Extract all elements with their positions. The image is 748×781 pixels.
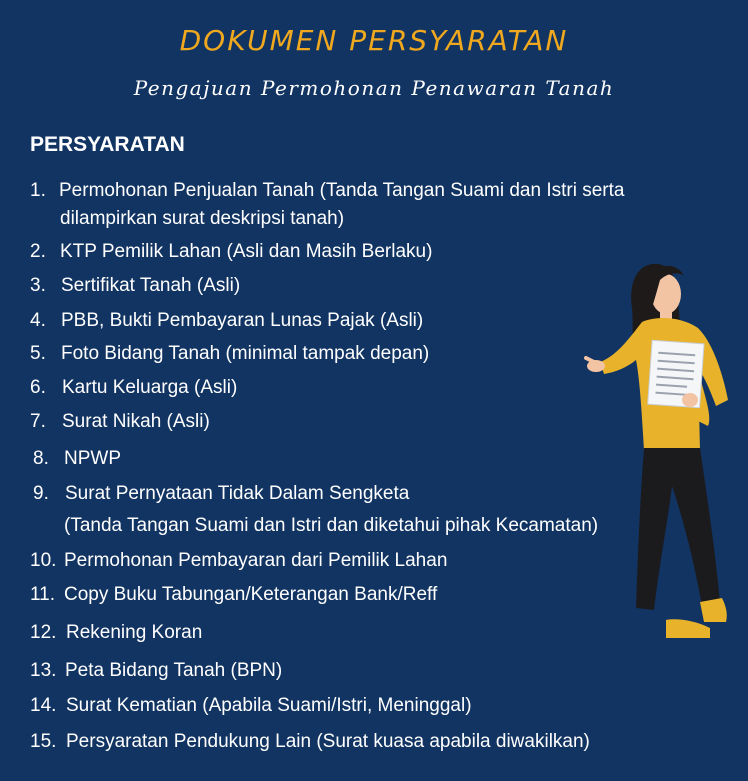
list-item bbox=[30, 375, 237, 401]
item-text: Peta Bidang Tanah (BPN) bbox=[65, 660, 283, 681]
item-number: 13. bbox=[30, 660, 57, 681]
item-text: PBB, Bukti Pembayaran Lunas Pajak (Asli) bbox=[61, 310, 424, 331]
item-number: 15. bbox=[30, 731, 57, 752]
item-text: Sertifikat Tanah (Asli) bbox=[61, 275, 241, 296]
item-number: 14. bbox=[30, 695, 57, 716]
item-number: 1. bbox=[30, 180, 46, 201]
list-item bbox=[30, 409, 210, 435]
item-text: Rekening Koran bbox=[66, 622, 203, 643]
item-text: Permohonan Pembayaran dari Pemilik Lahan bbox=[64, 550, 448, 571]
list-item bbox=[30, 341, 429, 367]
woman-holding-document-illustration bbox=[580, 250, 748, 650]
list-item bbox=[30, 178, 624, 204]
item-number: 6. bbox=[30, 377, 46, 398]
item-continuation: (Tanda Tangan Suami dan Istri dan diketahui pihak Kecamatan) bbox=[64, 515, 599, 536]
list-item bbox=[30, 273, 240, 299]
page-subtitle: Pengajuan Permohonan Penawaran Tanah bbox=[133, 76, 615, 100]
list-item bbox=[30, 308, 423, 334]
item-text: Copy Buku Tabungan/Keterangan Bank/Reff bbox=[64, 584, 438, 605]
list-item bbox=[33, 446, 121, 472]
list-item bbox=[30, 582, 437, 608]
item-number: 9. bbox=[33, 483, 49, 504]
item-text: Surat Nikah (Asli) bbox=[62, 411, 210, 432]
page-title: DOKUMEN PERSYARATAN bbox=[179, 24, 569, 57]
list-item bbox=[30, 658, 282, 684]
list-item bbox=[30, 729, 590, 755]
item-continuation: dilampirkan surat deskripsi tanah) bbox=[60, 208, 345, 229]
item-number: 3. bbox=[30, 275, 46, 296]
item-number: 4. bbox=[30, 310, 46, 331]
list-item bbox=[30, 548, 447, 574]
item-text: NPWP bbox=[64, 448, 121, 469]
list-item bbox=[30, 693, 472, 719]
item-number: 2. bbox=[30, 241, 46, 262]
item-number: 7. bbox=[30, 411, 46, 432]
item-text: Kartu Keluarga (Asli) bbox=[62, 377, 238, 398]
list-item bbox=[33, 481, 409, 507]
item-number: 5. bbox=[30, 343, 46, 364]
item-number: 12. bbox=[30, 622, 57, 643]
item-text: Surat Pernyataan Tidak Dalam Sengketa bbox=[65, 483, 410, 504]
item-number: 11. bbox=[30, 584, 56, 605]
item-text: KTP Pemilik Lahan (Asli dan Masih Berlaku) bbox=[60, 241, 433, 262]
item-number: 10. bbox=[30, 550, 57, 571]
list-item bbox=[30, 620, 202, 646]
item-text: Foto Bidang Tanah (minimal tampak depan) bbox=[61, 343, 430, 364]
section-heading: PERSYARATAN bbox=[30, 133, 185, 156]
item-text: Surat Kematian (Apabila Suami/Istri, Meninggal) bbox=[66, 695, 472, 716]
item-text: Permohonan Penjualan Tanah (Tanda Tangan Suami dan Istri serta bbox=[59, 180, 625, 201]
item-number: 8. bbox=[33, 448, 49, 469]
list-item bbox=[30, 239, 432, 265]
item-text: Persyaratan Pendukung Lain (Surat kuasa apabila diwakilkan) bbox=[66, 731, 590, 752]
